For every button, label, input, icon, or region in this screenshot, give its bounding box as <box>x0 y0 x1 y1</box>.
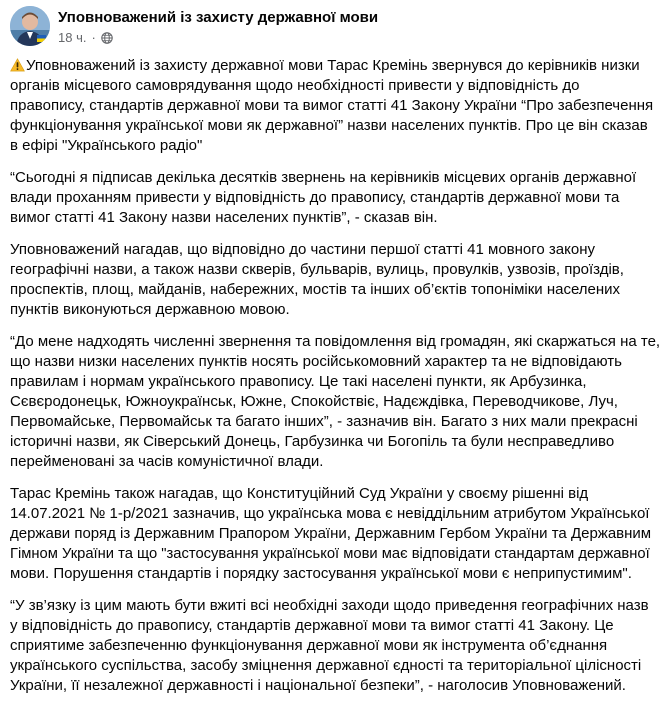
text-line: 14.07.2021 № 1-р/2021 зазначив, що українська мова є невіддільним атрибутом Української <box>10 505 650 522</box>
post-meta <box>58 8 378 46</box>
text-line: історичні назви, як Сіверський Донець, Гарбузинка чи Богопіль та були несправедливо <box>10 433 615 450</box>
text-line: Первомайське, Первомайськ та багато інших”, - зазначив він. Багато з них мали прекрасні <box>10 413 638 430</box>
text-line: Тарас Кремінь також нагадав, що Конституційний Суд України у своєму рішенні від <box>10 485 589 502</box>
post-paragraph <box>10 484 660 584</box>
text-line: “Сьогодні я підписав декілька десятків звернень на керівників місцевих органів державної <box>10 169 637 186</box>
avatar-image <box>10 6 50 46</box>
text-line: органів місцевого самоврядування щодо необхідності привести у відповідність до <box>10 77 580 94</box>
separator-dot: · <box>91 30 96 45</box>
text-line: України, її незалежної державності і національної безпеки”, - наголосив Уповноважений. <box>10 677 626 694</box>
text-line: що назви низки населених пунктів носять російськомовний характер та не відповідають <box>10 353 622 370</box>
text-line: перейменовані за часів комуністичної влади. <box>10 453 324 470</box>
text-line: мови. Порушення стандартів і порядку застосування української мови є неприпустимим". <box>10 565 632 582</box>
post-timestamp[interactable]: 18 ч. <box>58 30 87 45</box>
post-header <box>10 6 378 46</box>
post-paragraph <box>10 240 660 320</box>
text-line: “До мене надходять численні звернення та повідомлення від громадян, які скаржаться на те, <box>10 333 661 350</box>
text-line: держави поряд із Державним Прапором України, Державним Гербом України та Державним <box>10 525 652 542</box>
text-line: в ефірі "Українського радіо" <box>10 137 203 154</box>
text-line: проспектів, площ, майданів, набережних, мостів та інших об’єктів топоніміки населених <box>10 281 621 298</box>
text-line: географічні назви, а також назви скверів, бульварів, вулиць, провулків, узвозів, проїздів, <box>10 261 624 278</box>
author-name[interactable]: Уповноважений із захисту державної мови <box>58 9 379 26</box>
text-line: влади проханням привести у відповідність до правопису, стандартів державної мови та <box>10 189 620 206</box>
post-paragraph <box>10 168 660 228</box>
post-subline <box>58 30 378 46</box>
text-line-content: Уповноважений із захисту державної мови Тарас Кремінь звернувся до керівників низки <box>26 57 640 74</box>
text-line: правопису, стандартів державної мови та вимог статті 41 Закону України “Про забезпечення <box>10 97 654 114</box>
text-line: українського суспільства, засобу зміцнення державної єдності та територіальної цілісності <box>10 657 642 674</box>
text-line: Сєвєродонецьк, Южноукраїнськ, Южне, Спокойствіє, Надєждівка, Переводчикове, Луч, <box>10 393 618 410</box>
text-line: функціонування української мови як державної” назви населених пунктів. Про це він сказав <box>10 117 648 134</box>
post-paragraph <box>10 56 660 156</box>
post-body <box>10 56 660 708</box>
text-line: “У зв’язку із цим мають бути вжиті всі необхідні заходи щодо приведення географічних назв <box>10 597 649 614</box>
post-paragraph <box>10 332 660 472</box>
text-line: сприятиме забезпеченню функціонування державної мови як інструмента об’єднання <box>10 637 608 654</box>
warning-icon <box>10 58 25 72</box>
text-line: вимог статті 41 Закону назви населених пунктів”, - сказав він. <box>10 209 438 226</box>
text-line: правилам і нормам українського правопису. Це такі населені пункти, як Арбузинка, <box>10 373 587 390</box>
text-line: Гімном України та що "застосування української мови має відповідати стандартам державної <box>10 546 650 562</box>
post-paragraph <box>10 596 660 696</box>
text-line: у відповідність до правопису, стандартів державної мови та вимог статті 41 Закону. Це <box>10 617 614 634</box>
text-line: пунктів виконуються державною мовою. <box>10 301 290 318</box>
globe-icon[interactable] <box>101 32 113 44</box>
text-line: Уповноважений нагадав, що відповідно до частини першої статті 41 мовного закону <box>10 241 595 258</box>
avatar[interactable] <box>10 6 50 46</box>
text-line <box>10 56 660 76</box>
